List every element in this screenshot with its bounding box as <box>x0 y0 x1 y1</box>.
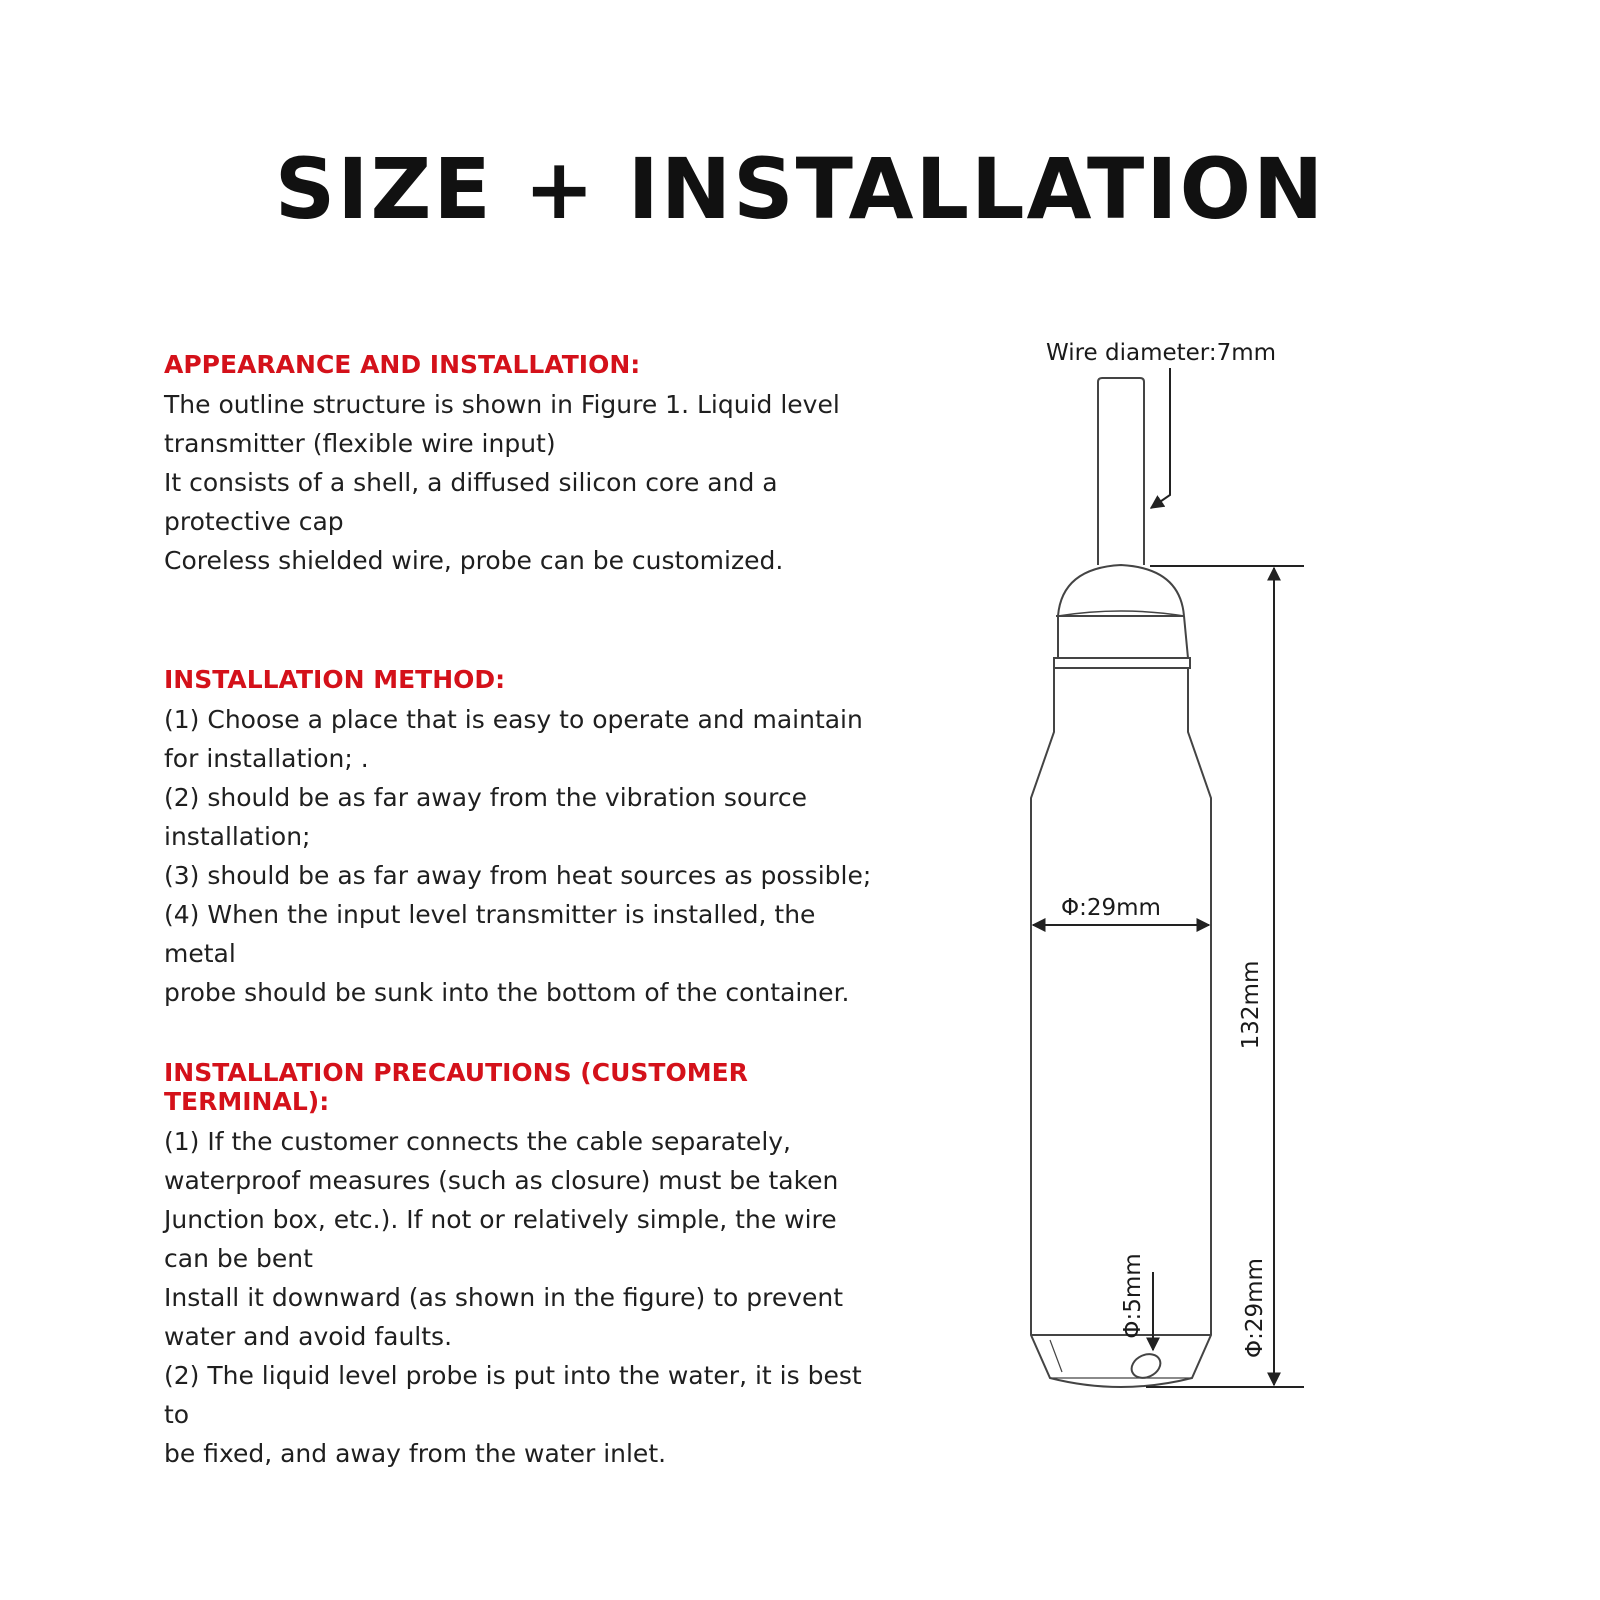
precautions-line: waterproof measures (such as closure) must be taken <box>164 1166 839 1195</box>
wire-shape <box>1098 378 1144 565</box>
method-line: for installation; . <box>164 744 369 773</box>
page-title: SIZE + INSTALLATION <box>274 140 1326 238</box>
precautions-line: can be bent <box>164 1244 313 1273</box>
method-line: (4) When the input level transmitter is installed, the metal <box>164 900 816 968</box>
precautions-line: (2) The liquid level probe is put into the water, it is best to <box>164 1361 862 1429</box>
appearance-line: protective cap <box>164 507 344 536</box>
method-line: probe should be sunk into the bottom of the container. <box>164 978 850 1007</box>
appearance-line: The outline structure is shown in Figure 1. Liquid level <box>164 390 840 419</box>
diameter-label: Φ:29mm <box>1061 895 1161 921</box>
method-heading: INSTALLATION METHOD: <box>164 665 506 694</box>
method-line: (1) Choose a place that is easy to operate and maintain <box>164 705 863 734</box>
length-label: 132mm <box>1238 960 1264 1050</box>
cap-collar <box>1058 616 1188 658</box>
precautions-line: be fixed, and away from the water inlet. <box>164 1439 667 1468</box>
method-line: (3) should be as far away from heat sources as possible; <box>164 861 872 890</box>
precautions-line: water and avoid faults. <box>164 1322 453 1351</box>
bottom-diameter-label: Φ:29mm <box>1242 1258 1268 1358</box>
appearance-heading: APPEARANCE AND INSTALLATION: <box>164 350 641 379</box>
cap-dome <box>1058 565 1184 616</box>
method-line: installation; <box>164 822 311 851</box>
precautions-line: Install it downward (as shown in the figure) to prevent <box>164 1283 844 1312</box>
precautions-heading: INSTALLATION PRECAUTIONS (CUSTOMER TERMINAL): <box>164 1058 748 1116</box>
wire-leader <box>1151 368 1170 508</box>
appearance-line: Coreless shielded wire, probe can be customized. <box>164 546 784 575</box>
wire-diameter-label: Wire diameter:7mm <box>1045 340 1277 366</box>
appearance-line: It consists of a shell, a diffused silicon core and a <box>164 468 778 497</box>
method-line: (2) should be as far away from the vibration source <box>164 783 807 812</box>
precautions-line: Junction box, etc.). If not or relatively simple, the wire <box>164 1205 837 1234</box>
precautions-line: (1) If the customer connects the cable separately, <box>164 1127 792 1156</box>
appearance-line: transmitter (flexible wire input) <box>164 429 556 458</box>
hole-diameter-label: Φ:5mm <box>1120 1253 1146 1339</box>
